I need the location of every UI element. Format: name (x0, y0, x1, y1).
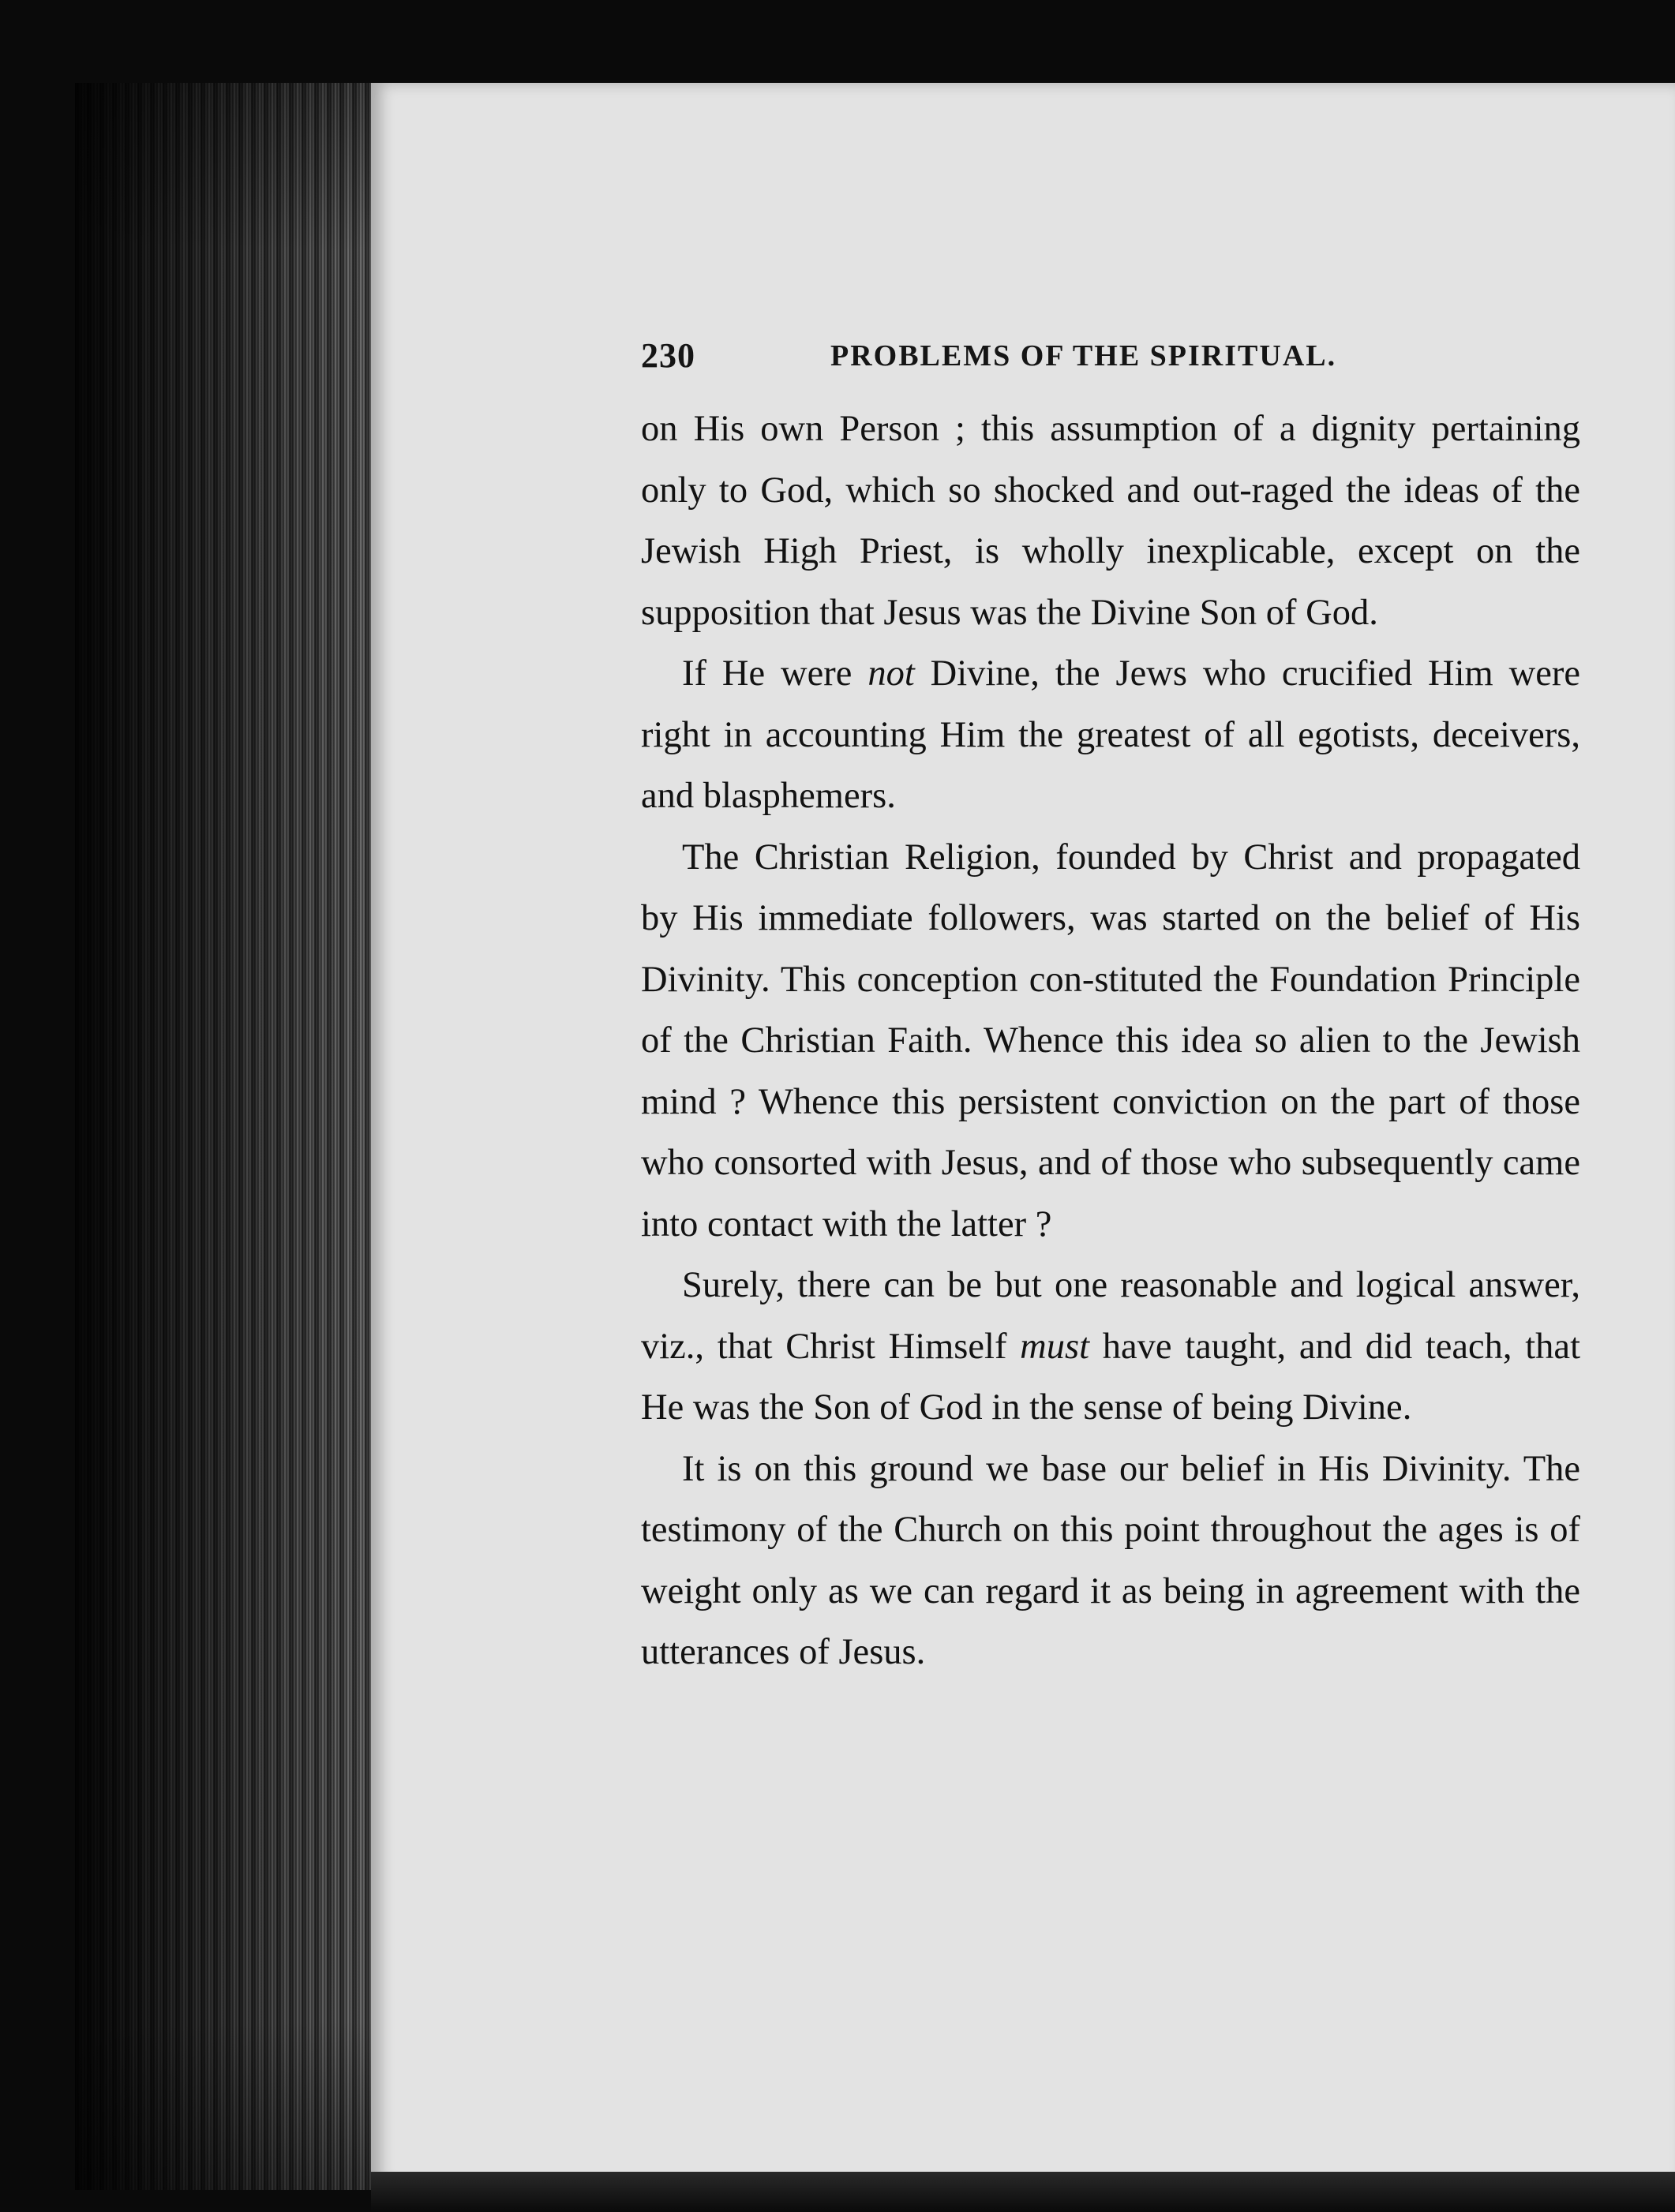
book-page-edges (75, 83, 371, 2190)
paragraph-4-emphasis: must (1020, 1326, 1090, 1367)
paragraph-2 (641, 643, 1580, 827)
paragraph-1: on His own Person ; this assumption of a dignity pertaining only to God, which so shocked and out-raged the ideas of the Jewish High Priest, is wholly inexplicable, except on the supposition that Jesus was the Divine Son of God. (641, 409, 1580, 633)
book-page (371, 83, 1675, 2186)
paragraph-4-pre: Surely, there can be but one reasonable and logical answer, viz., that Christ Himself (641, 1265, 1580, 1367)
paragraph-3: The Christian Religion, founded by Christ and propagated by His immediate followers, was started on the belief of His Divinity. This conception con-stituted the Foundation Principle of the Christian Faith. Whence this idea so alien to the Jewish mind ? Whence this persistent conviction on the part of those who consorted with Jesus, and of those who subsequently came into contact with the latter ? (641, 837, 1580, 1244)
page-number: 230 (641, 336, 695, 375)
paragraph-4 (641, 1255, 1580, 1439)
running-head (641, 335, 1470, 383)
paragraph-2-emphasis: not (867, 653, 915, 694)
scan-bottom-shadow (371, 2172, 1675, 2212)
paragraph-2-pre: If He were (682, 653, 868, 694)
paragraph-2-post: Divine, the Jews who crucified Him were right in accounting Him the greatest of all egotists, deceivers, and blasphemers. (641, 653, 1580, 816)
body-text (641, 399, 1580, 1683)
running-title: PROBLEMS OF THE SPIRITUAL. (830, 339, 1337, 372)
paragraph-5: It is on this ground we base our belief in His Divinity. The testimony of the Church on this point throughout the ages is of weight only as we can regard it as being in agreement with the utterances of Jesus. (641, 1448, 1580, 1672)
paragraph-4-post: have taught, and did teach, that He was the Son of God in the sense of being Divine. (641, 1326, 1580, 1428)
